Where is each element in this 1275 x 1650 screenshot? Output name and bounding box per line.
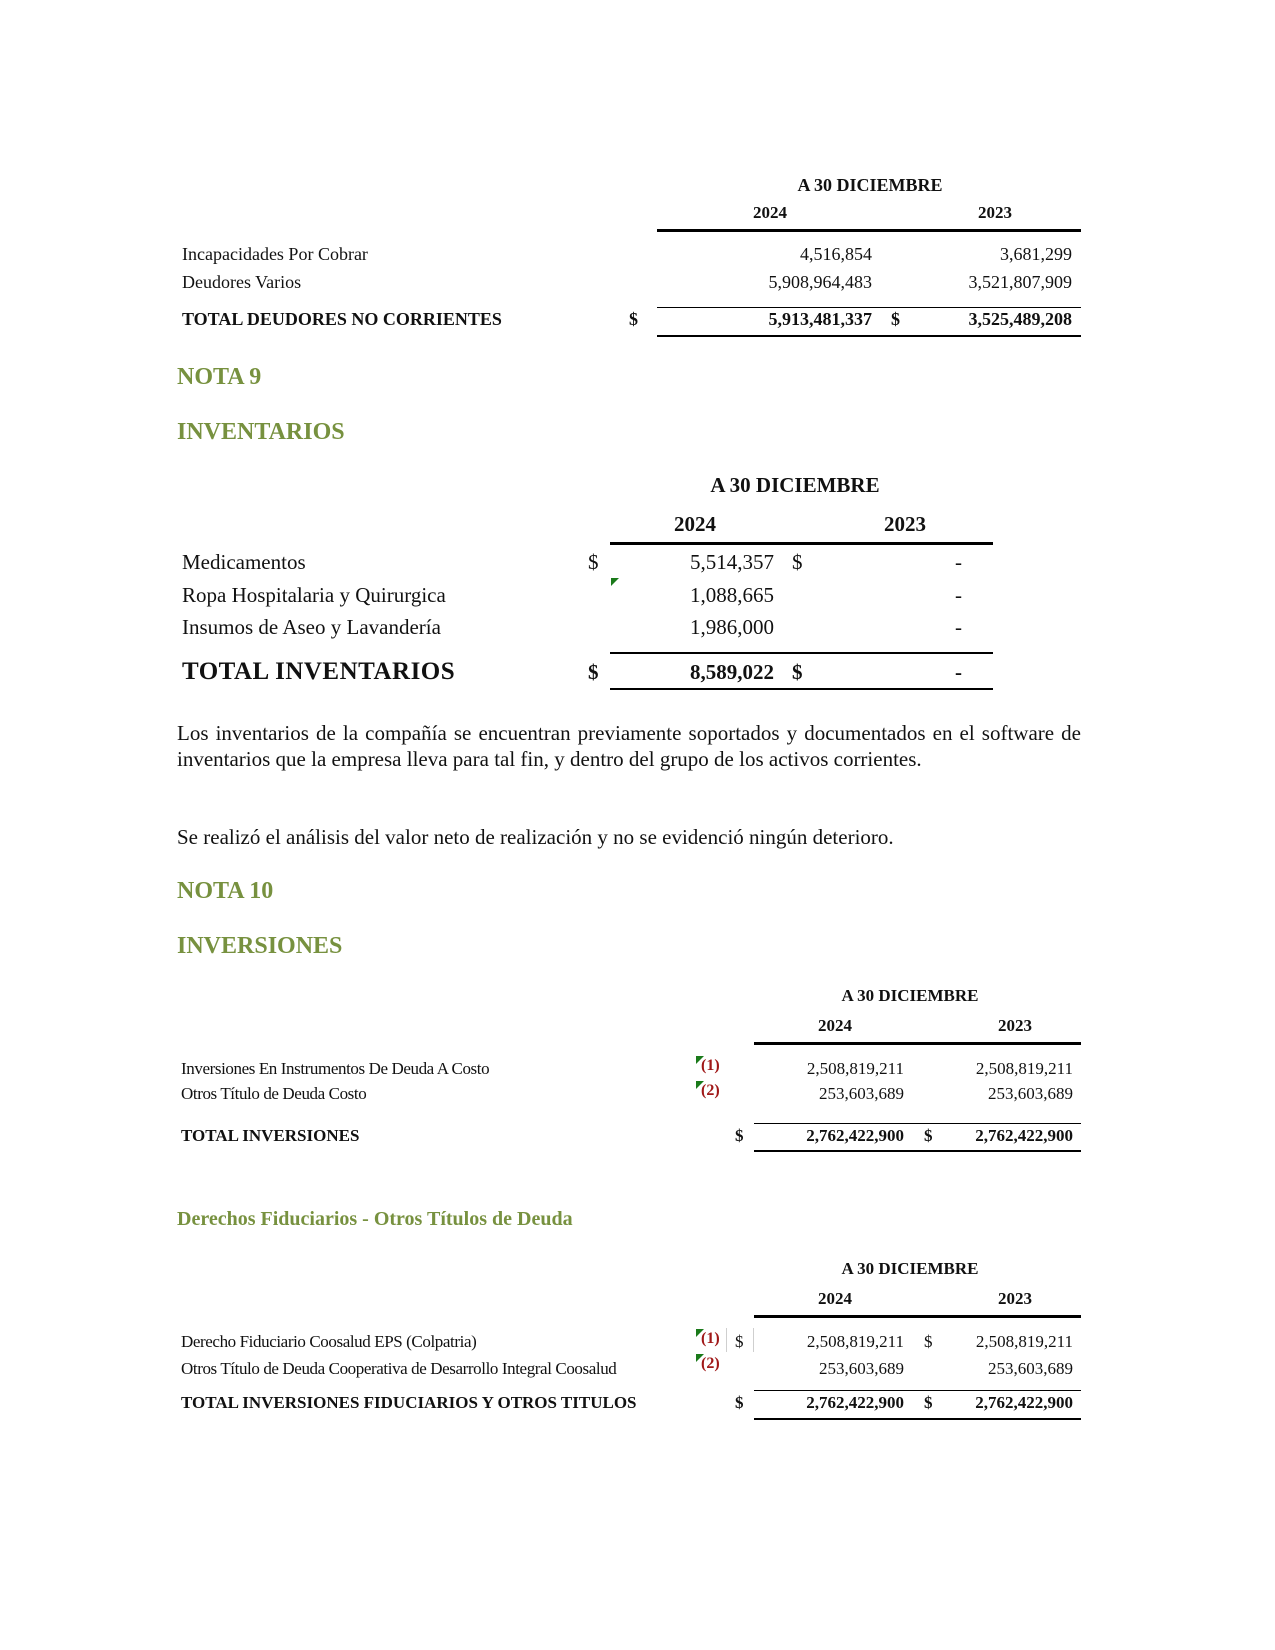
header-rule <box>754 1042 1081 1045</box>
row-value-2023: 3,521,807,909 <box>968 272 1072 292</box>
currency-symbol: $ <box>735 1393 744 1412</box>
cell-comment-marker-icon <box>611 578 619 586</box>
total-top-rule <box>754 1390 1081 1391</box>
row-value-2023: 253,603,689 <box>988 1084 1073 1103</box>
period-header: A 30 DICIEMBRE <box>797 175 943 195</box>
year-2024: 2024 <box>674 512 716 536</box>
row-value-2024: 1,088,665 <box>690 583 774 607</box>
currency-symbol: $ <box>792 660 803 684</box>
currency-symbol: $ <box>588 660 599 684</box>
total-value-2023: 3,525,489,208 <box>968 309 1072 329</box>
row-value-2024: 4,516,854 <box>800 244 872 264</box>
row-label: Medicamentos <box>182 550 306 574</box>
total-top-rule <box>657 307 1081 308</box>
year-2024: 2024 <box>818 1016 852 1035</box>
row-value-2024: 1,986,000 <box>690 615 774 639</box>
period-header: A 30 DICIEMBRE <box>841 986 979 1005</box>
currency-symbol: $ <box>588 550 599 574</box>
row-value-2024: 2,508,819,211 <box>806 1059 904 1078</box>
row-value-2024: 253,603,689 <box>819 1359 904 1378</box>
currency-symbol: $ <box>924 1332 933 1351</box>
header-rule <box>610 542 993 545</box>
year-2024: 2024 <box>753 203 787 222</box>
currency-symbol: $ <box>629 309 638 329</box>
header-rule <box>657 229 1081 232</box>
total-label: TOTAL INVERSIONES <box>181 1126 360 1145</box>
period-header: A 30 DICIEMBRE <box>841 1259 979 1278</box>
row-label: Inversiones En Instrumentos De Deuda A Costo <box>181 1059 490 1078</box>
period-header: A 30 DICIEMBRE <box>710 473 880 497</box>
note-reference: (2) <box>701 1355 720 1372</box>
inventarios-paragraph: Los inventarios de la compañía se encuentran previamente soportados y documentados en el software de inventarios que la empresa lleva para tal fin, y dentro del grupo de los activos corrientes. <box>177 721 1081 771</box>
row-value-2023: 253,603,689 <box>988 1359 1073 1378</box>
total-label: TOTAL INVERSIONES FIDUCIARIOS Y OTROS TITULOS <box>181 1393 637 1412</box>
deterioro-paragraph: Se realizó el análisis del valor neto de realización y no se evidenció ningún deterioro. <box>177 825 894 849</box>
note-reference: (1) <box>701 1330 720 1347</box>
nota9-subtitle: INVENTARIOS <box>177 419 345 445</box>
year-2023: 2023 <box>998 1016 1032 1035</box>
row-value-2023: - <box>955 550 962 574</box>
row-value-2024: 253,603,689 <box>819 1084 904 1103</box>
currency-symbol: $ <box>792 550 803 574</box>
fiduciarios-subtitle: Derechos Fiduciarios - Otros Títulos de Deuda <box>177 1208 573 1230</box>
row-value-2024: 5,514,357 <box>690 550 774 574</box>
currency-symbol: $ <box>924 1126 933 1145</box>
year-2023: 2023 <box>884 512 926 536</box>
total-top-rule <box>754 1123 1081 1124</box>
total-label: TOTAL INVENTARIOS <box>182 658 456 685</box>
row-label: Derecho Fiduciario Coosalud EPS (Colpatria) <box>181 1332 477 1351</box>
total-bottom-rule <box>754 1418 1081 1420</box>
currency-symbol: $ <box>891 309 900 329</box>
nota10-title: NOTA 10 <box>177 878 274 904</box>
year-2023: 2023 <box>998 1289 1032 1308</box>
year-2023: 2023 <box>978 203 1012 222</box>
cell-gridline <box>726 1328 727 1352</box>
row-label: Incapacidades Por Cobrar <box>182 244 368 264</box>
row-label: Ropa Hospitalaria y Quirurgica <box>182 583 446 607</box>
total-value-2023: 2,762,422,900 <box>975 1393 1073 1412</box>
currency-symbol: $ <box>735 1332 744 1351</box>
total-value-2023: - <box>955 660 962 684</box>
total-value-2024: 2,762,422,900 <box>806 1126 904 1145</box>
row-value-2023: 2,508,819,211 <box>975 1332 1073 1351</box>
total-value-2024: 2,762,422,900 <box>806 1393 904 1412</box>
currency-symbol: $ <box>735 1126 744 1145</box>
total-value-2023: 2,762,422,900 <box>975 1126 1073 1145</box>
row-value-2023: 3,681,299 <box>1000 244 1072 264</box>
total-value-2024: 5,913,481,337 <box>768 309 872 329</box>
total-bottom-rule <box>657 335 1081 337</box>
row-label: Otros Título de Deuda Cooperativa de Desarrollo Integral Coosalud <box>181 1359 617 1378</box>
row-label: Deudores Varios <box>182 272 302 292</box>
nota9-title: NOTA 9 <box>177 364 262 390</box>
row-value-2024: 2,508,819,211 <box>806 1332 904 1351</box>
nota10-subtitle: INVERSIONES <box>177 933 343 959</box>
total-value-2024: 8,589,022 <box>690 660 774 684</box>
total-top-rule <box>610 652 993 654</box>
year-2024: 2024 <box>818 1289 852 1308</box>
total-label: TOTAL DEUDORES NO CORRIENTES <box>182 309 502 329</box>
header-rule <box>754 1315 1081 1318</box>
row-label: Insumos de Aseo y Lavandería <box>182 615 441 639</box>
total-bottom-rule <box>754 1150 1081 1152</box>
currency-symbol: $ <box>924 1393 933 1412</box>
note-reference: (1) <box>701 1057 720 1074</box>
row-value-2023: 2,508,819,211 <box>975 1059 1073 1078</box>
row-label: Otros Título de Deuda Costo <box>181 1084 367 1103</box>
row-value-2023: - <box>955 615 962 639</box>
total-bottom-rule <box>610 688 993 690</box>
row-value-2023: - <box>955 583 962 607</box>
note-reference: (2) <box>701 1082 720 1099</box>
row-value-2024: 5,908,964,483 <box>768 272 872 292</box>
